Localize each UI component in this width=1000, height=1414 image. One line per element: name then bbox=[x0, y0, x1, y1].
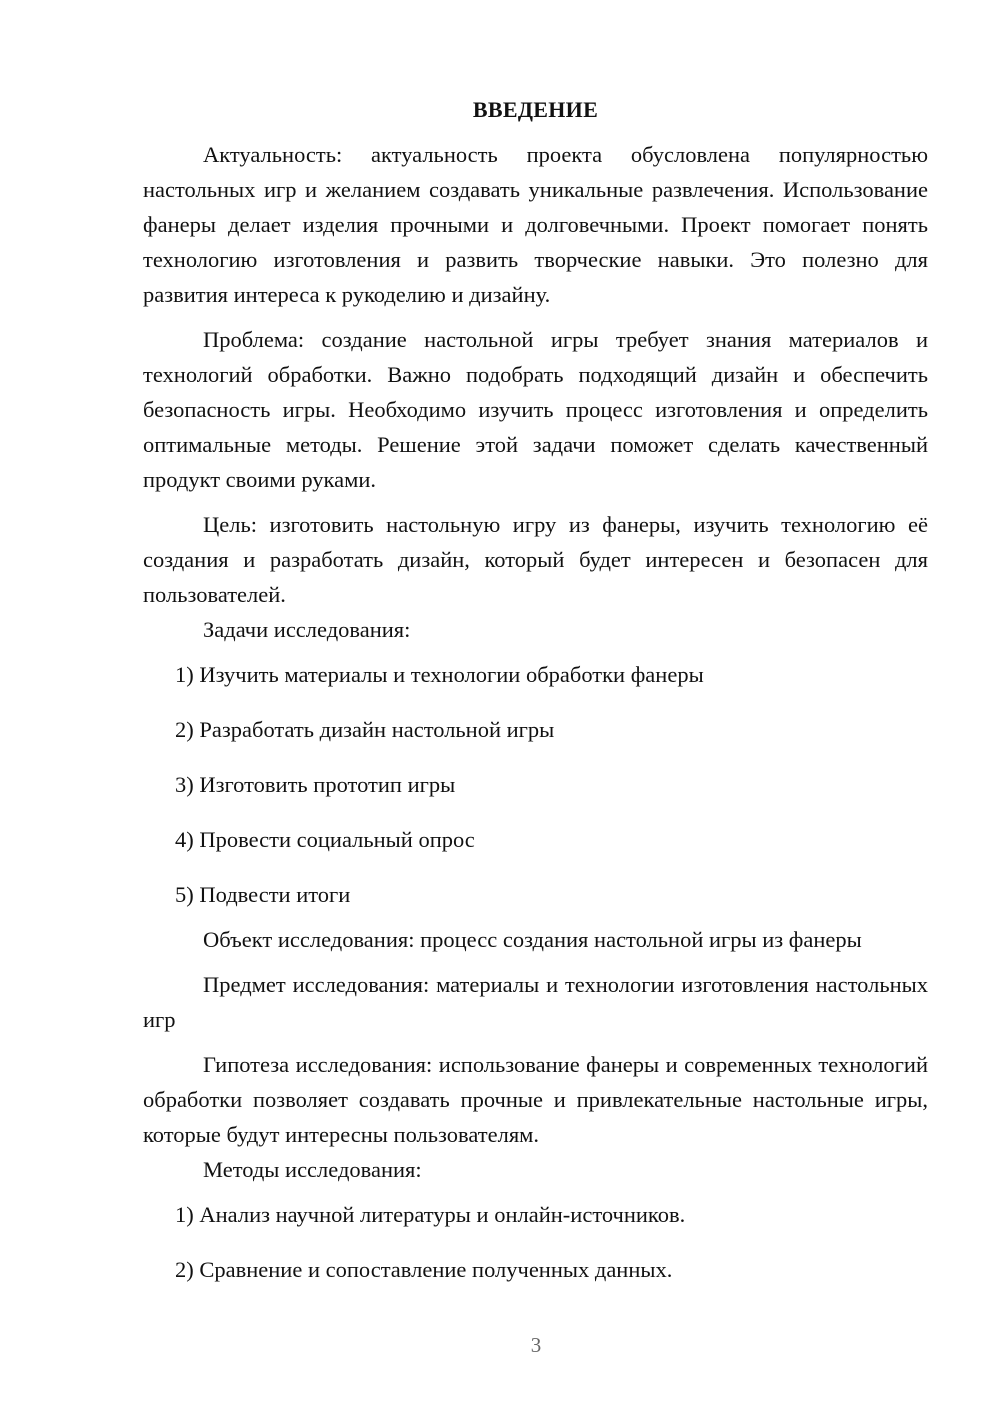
subject-paragraph: Предмет исследования: материалы и технологии изготовления настольных игр bbox=[143, 972, 928, 1032]
methods-heading: Методы исследования: bbox=[203, 1157, 422, 1182]
page-number: 3 bbox=[530, 1333, 542, 1357]
list-item: 5) Подвести итоги bbox=[175, 882, 351, 907]
list-item: 2) Разработать дизайн настольной игры bbox=[175, 717, 555, 742]
tasks-heading: Задачи исследования: bbox=[203, 617, 411, 642]
goal-paragraph: Цель: изготовить настольную игру из фанеры, изучить технологию её создания и разработать дизайн, который будет интересен и безопасен для пользователей. bbox=[143, 512, 928, 607]
tasks-list bbox=[143, 657, 928, 922]
page-content bbox=[143, 95, 928, 1297]
list-item: 2) Сравнение и сопоставление полученных данных. bbox=[175, 1257, 673, 1282]
list-item: 3) Изготовить прототип игры bbox=[175, 772, 456, 797]
list-item: 1) Изучить материалы и технологии обработки фанеры bbox=[175, 662, 704, 687]
problem-paragraph: Проблема: создание настольной игры требует знания материалов и технологий обработки. Важно подобрать подходящий дизайн и обеспечить безопасность игры. Необходимо изучить процесс изготовления и определить оптимальные методы. Решение этой задачи поможет сделать качественный продукт своими руками. bbox=[143, 327, 928, 492]
hypothesis-paragraph: Гипотеза исследования: использование фанеры и современных технологий обработки позволяет создавать прочные и привлекательные настольные игры, которые будут интересны пользователям. bbox=[143, 1052, 928, 1147]
object-paragraph: Объект исследования: процесс создания настольной игры из фанеры bbox=[203, 927, 862, 952]
methods-list bbox=[143, 1197, 928, 1297]
page-title: ВВЕДЕНИЕ bbox=[472, 97, 599, 122]
list-item: 4) Провести социальный опрос bbox=[175, 827, 475, 852]
list-item: 1) Анализ научной литературы и онлайн-источников. bbox=[175, 1202, 686, 1227]
relevance-paragraph: Актуальность: актуальность проекта обусловлена популярностью настольных игр и желанием создавать уникальные развлечения. Использование фанеры делает изделия прочными и долговечными. Проект помогает понять технологию изготовления и развить творческие навыки. Это полезно для развития интереса к рукоделию и дизайну. bbox=[143, 142, 928, 307]
